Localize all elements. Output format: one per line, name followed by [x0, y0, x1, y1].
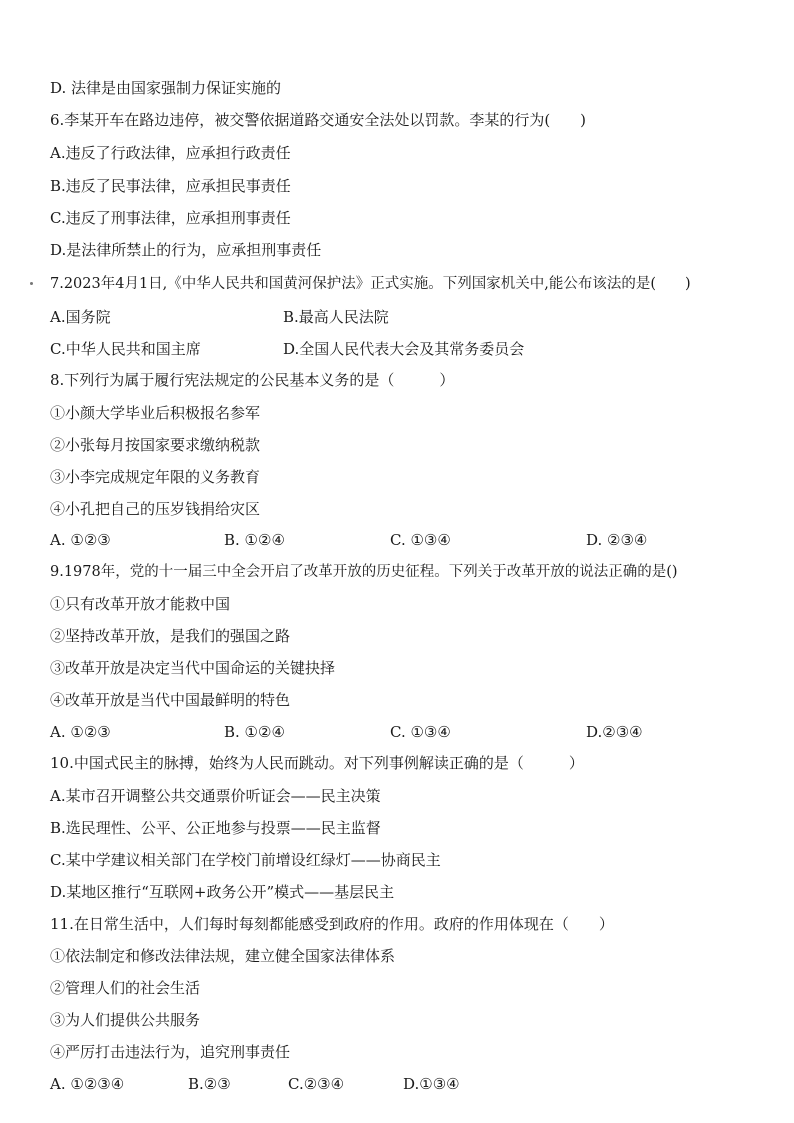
q6-stem: 6.李某开车在路边违停，被交警依据道路交通安全法处以罚款。李某的行为( ) — [50, 111, 587, 129]
q8-option-c: C. ①③④ — [390, 531, 451, 549]
q6-option-a: A.违反了行政法律，应承担行政责任 — [50, 144, 291, 162]
q6-option-b: B.违反了民事法律，应承担民事责任 — [50, 177, 291, 195]
q5-option-d: D. 法律是由国家强制力保证实施的 — [50, 79, 282, 97]
q11-option-a: A. ①②③④ — [50, 1075, 125, 1093]
q9-item-4: ④改革开放是当代中国最鲜明的特色 — [50, 691, 291, 709]
q7-option-c: C.中华人民共和国主席 — [50, 340, 201, 358]
q9-option-a: A. ①②③ — [50, 723, 111, 741]
q10-stem: 10.中国式民主的脉搏，始终为人民而跳动。对下列事例解读正确的是（ ） — [50, 754, 584, 772]
q8-item-1: ①小颜大学毕业后积极报名参军 — [50, 404, 261, 422]
q11-option-c: C.②③④ — [288, 1075, 345, 1093]
q9-option-b: B. ①②④ — [224, 723, 285, 741]
q10-option-d: D.某地区推行“互联网+政务公开”模式——基层民主 — [50, 883, 395, 901]
q8-option-d: D. ②③④ — [586, 531, 648, 549]
q7-stem: 7.2023年4月1日,《中华人民共和国黄河保护法》正式实施。下列国家机关中,能公布该法的是( ) — [50, 276, 691, 292]
q11-option-b: B.②③ — [188, 1075, 231, 1093]
q7-option-a: A.国务院 — [50, 308, 111, 326]
q8-item-4: ④小孔把自己的压岁钱捐给灾区 — [50, 500, 261, 518]
q6-option-d: D.是法律所禁止的行为，应承担刑事责任 — [50, 241, 322, 259]
q9-item-1: ①只有改革开放才能救中国 — [50, 595, 231, 613]
q9-item-2: ②坚持改革开放，是我们的强国之路 — [50, 627, 291, 645]
q7-option-d: D.全国人民代表大会及其常务委员会 — [283, 340, 525, 358]
q9-option-d: D.②③④ — [586, 723, 643, 741]
margin-dot — [30, 282, 33, 285]
q8-item-3: ③小李完成规定年限的义务教育 — [50, 468, 261, 486]
q11-item-4: ④严厉打击违法行为，追究刑事责任 — [50, 1043, 291, 1061]
q11-item-2: ②管理人们的社会生活 — [50, 979, 201, 997]
q11-item-1: ①依法制定和修改法律法规，建立健全国家法律体系 — [50, 947, 396, 965]
q7-option-b: B.最高人民法院 — [283, 308, 389, 326]
q8-item-2: ②小张每月按国家要求缴纳税款 — [50, 436, 261, 454]
q10-option-b: B.选民理性、公平、公正地参与投票——民主监督 — [50, 819, 381, 837]
q9-item-3: ③改革开放是决定当代中国命运的关键抉择 — [50, 659, 336, 677]
q8-option-a: A. ①②③ — [50, 531, 111, 549]
q10-option-c: C.某中学建议相关部门在学校门前增设红绿灯——协商民主 — [50, 851, 441, 869]
q6-option-c: C.违反了刑事法律，应承担刑事责任 — [50, 209, 291, 227]
q9-stem: 9.1978年，党的十一届三中全会开启了改革开放的历史征程。下列关于改革开放的说法正确的是() — [50, 564, 678, 580]
q10-option-a: A.某市召开调整公共交通票价听证会——民主决策 — [50, 787, 381, 805]
q8-option-b: B. ①②④ — [224, 531, 285, 549]
q8-stem: 8.下列行为属于履行宪法规定的公民基本义务的是（ ） — [50, 371, 455, 389]
q11-option-d: D.①③④ — [403, 1075, 460, 1093]
q11-stem: 11.在日常生活中，人们每时每刻都能感受到政府的作用。政府的作用体现在（ ） — [50, 915, 614, 933]
q9-option-c: C. ①③④ — [390, 723, 451, 741]
q11-item-3: ③为人们提供公共服务 — [50, 1011, 201, 1029]
